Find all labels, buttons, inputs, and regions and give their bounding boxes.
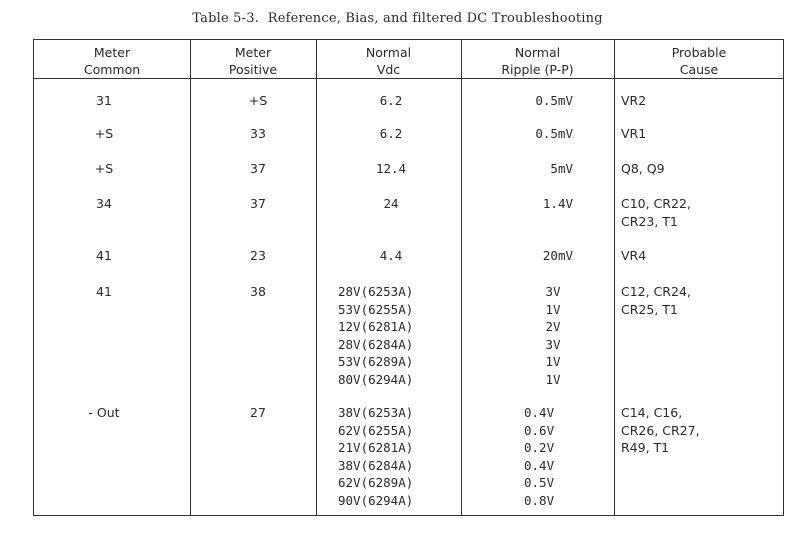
column-divider	[461, 40, 462, 515]
cell-vdc: 28V(6253A) 53V(6255A) 12V(6281A) 28V(6284A) 53V(6289A) 80V(6294A)	[338, 284, 414, 387]
header-normal-vdc: Normal Vdc	[365, 45, 412, 77]
cell-positive: 37	[250, 196, 266, 211]
cell-ripple: 0.4V 0.6V 0.2V 0.4V 0.5V 0.8V	[524, 405, 555, 508]
column-divider	[316, 40, 317, 515]
cell-ripple: 0.5mV	[535, 93, 573, 108]
cell-ripple: 0.5mV	[535, 126, 573, 141]
cell-vdc: 12.4	[375, 161, 407, 176]
header-meter-common: Meter Common	[83, 45, 141, 77]
cell-positive: +S	[248, 93, 268, 108]
cell-common: - Out	[88, 405, 120, 420]
cell-common: 41	[96, 284, 112, 299]
cell-positive: 37	[250, 161, 266, 176]
cell-common: 31	[96, 93, 112, 108]
cell-ripple: 3V 1V 2V 3V 1V 1V	[545, 284, 561, 387]
column-divider	[190, 40, 191, 515]
cell-cause: C12, CR24, CR25, T1	[621, 284, 691, 317]
cell-cause: C14, C16, CR26, CR27, R49, T1	[621, 405, 700, 455]
troubleshooting-table	[33, 39, 784, 516]
cell-vdc: 38V(6253A) 62V(6255A) 21V(6281A) 38V(6284A) 62V(6289A) 90V(6294A)	[338, 405, 414, 508]
cell-vdc: 24	[383, 196, 399, 211]
cell-cause: Q8, Q9	[621, 161, 665, 176]
table-caption: Table 5-3. Reference, Bias, and filtered DC Troubleshooting	[192, 11, 603, 26]
cell-cause: VR1	[621, 126, 647, 141]
header-normal-ripple: Normal Ripple (P-P)	[501, 45, 574, 77]
cell-vdc: 6.2	[379, 126, 403, 141]
cell-common: +S	[94, 126, 114, 141]
cell-positive: 38	[250, 284, 266, 299]
cell-vdc: 6.2	[379, 93, 403, 108]
cell-vdc: 4.4	[379, 248, 403, 263]
cell-ripple: 1.4V	[542, 196, 573, 211]
cell-cause: VR4	[621, 248, 647, 263]
cell-common: 41	[96, 248, 112, 263]
header-probable-cause: Probable Cause	[671, 45, 727, 77]
cell-common: +S	[94, 161, 114, 176]
cell-cause: VR2	[621, 93, 647, 108]
column-divider	[614, 40, 615, 515]
header-meter-positive: Meter Positive	[228, 45, 278, 77]
cell-positive: 33	[250, 126, 266, 141]
header-divider	[34, 78, 783, 79]
cell-ripple: 20mV	[542, 248, 573, 263]
cell-cause: C10, CR22, CR23, T1	[621, 196, 691, 229]
cell-ripple: 5mV	[550, 161, 573, 176]
cell-positive: 27	[250, 405, 266, 420]
cell-positive: 23	[250, 248, 266, 263]
cell-common: 34	[96, 196, 112, 211]
